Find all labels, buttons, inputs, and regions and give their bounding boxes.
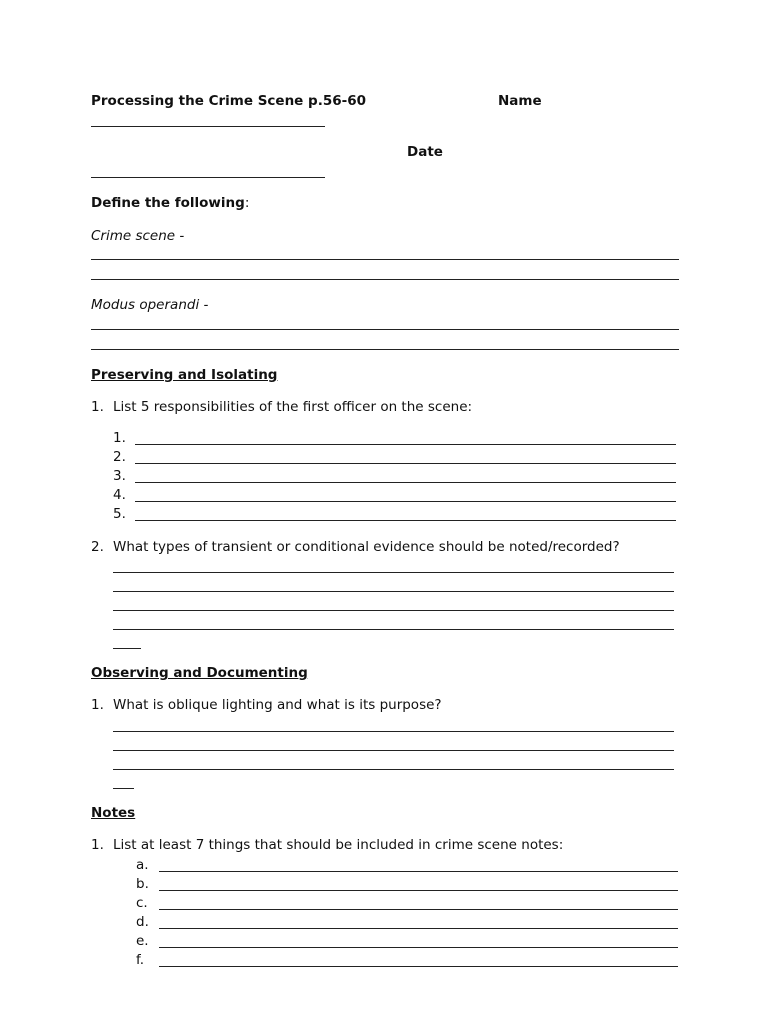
answer-line[interactable] xyxy=(159,928,678,929)
answer-line[interactable] xyxy=(91,279,679,280)
list-item-number: 2. xyxy=(113,449,126,465)
answer-line[interactable] xyxy=(113,572,674,573)
answer-line[interactable] xyxy=(135,444,676,445)
name-line[interactable] xyxy=(91,126,325,127)
answer-line[interactable] xyxy=(135,501,676,502)
question-number: 1. xyxy=(91,399,104,415)
answer-line[interactable] xyxy=(135,463,676,464)
list-item-number: 5. xyxy=(113,506,126,522)
answer-line[interactable] xyxy=(91,349,679,350)
term-crime-scene: Crime scene - xyxy=(91,228,185,244)
list-item-number: 3. xyxy=(113,468,126,484)
answer-line[interactable] xyxy=(113,648,141,649)
question-text: What types of transient or conditional evidence should be noted/recorded? xyxy=(113,539,620,555)
list-item-letter: f. xyxy=(136,952,145,968)
answer-line[interactable] xyxy=(159,966,678,967)
worksheet-title: Processing the Crime Scene p.56-60 xyxy=(91,93,367,109)
answer-line[interactable] xyxy=(159,947,678,948)
answer-line[interactable] xyxy=(159,871,678,872)
name-label: Name xyxy=(498,93,542,109)
section-heading-preserving: Preserving and Isolating xyxy=(91,367,278,383)
question-text: List at least 7 things that should be included in crime scene notes: xyxy=(113,837,564,853)
define-heading: Define the following: xyxy=(91,195,250,211)
section-heading-notes: Notes xyxy=(91,805,136,821)
question-number: 2. xyxy=(91,539,104,555)
answer-line[interactable] xyxy=(135,520,676,521)
list-item-number: 1. xyxy=(113,430,126,446)
question-text: What is oblique lighting and what is its purpose? xyxy=(113,697,442,713)
answer-line[interactable] xyxy=(113,731,674,732)
date-label: Date xyxy=(407,144,443,160)
answer-line[interactable] xyxy=(91,329,679,330)
answer-line[interactable] xyxy=(113,629,674,630)
answer-line[interactable] xyxy=(159,890,678,891)
list-item-letter: e. xyxy=(136,933,149,949)
list-item-number: 4. xyxy=(113,487,126,503)
answer-line[interactable] xyxy=(113,788,134,789)
list-item-letter: a. xyxy=(136,857,149,873)
question-text: List 5 responsibilities of the first officer on the scene: xyxy=(113,399,473,415)
list-item-letter: b. xyxy=(136,876,149,892)
answer-line[interactable] xyxy=(135,482,676,483)
question-number: 1. xyxy=(91,837,104,853)
question-number: 1. xyxy=(91,697,104,713)
list-item-letter: d. xyxy=(136,914,149,930)
answer-line[interactable] xyxy=(113,591,674,592)
answer-line[interactable] xyxy=(113,610,674,611)
term-modus-operandi: Modus operandi - xyxy=(91,297,209,313)
answer-line[interactable] xyxy=(159,909,678,910)
answer-line[interactable] xyxy=(113,750,674,751)
date-line[interactable] xyxy=(91,177,325,178)
answer-line[interactable] xyxy=(91,259,679,260)
section-heading-observing: Observing and Documenting xyxy=(91,665,308,681)
list-item-letter: c. xyxy=(136,895,148,911)
answer-line[interactable] xyxy=(113,769,674,770)
